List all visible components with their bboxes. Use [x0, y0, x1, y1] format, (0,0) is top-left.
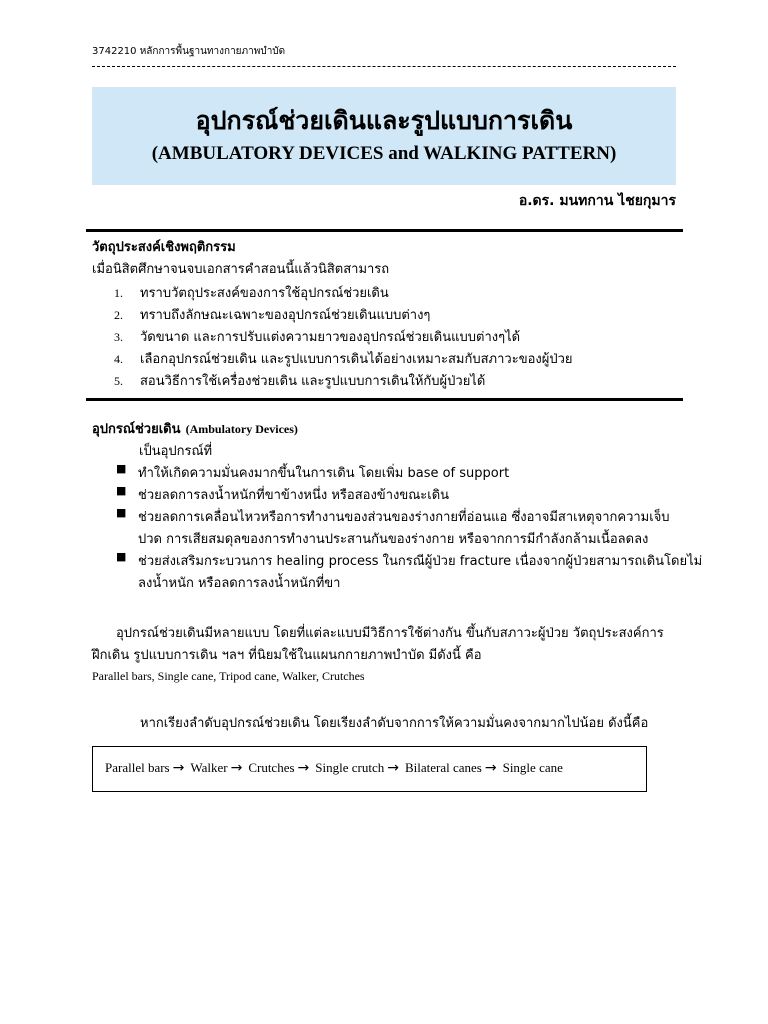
- bullet-icon: ■: [116, 550, 127, 563]
- author: อ.ดร. มนทกาน ไชยกุมาร: [518, 193, 676, 209]
- bullet-text: ช่วยลดการลงน้ำหนักที่ขาข้างหนึ่ง หรือสองข้างขณะเดิน: [138, 488, 450, 503]
- order-item: Parallel bars: [105, 760, 170, 775]
- course-header: 3742210 หลักการพื้นฐานทางกายภาพบำบัด: [92, 46, 286, 57]
- list-item: [114, 348, 573, 369]
- device-order-box: [92, 746, 647, 792]
- order-item: Bilateral canes: [404, 760, 482, 775]
- devices-intro: เป็นอุปกรณ์ที่: [139, 444, 213, 459]
- item-number: 5.: [114, 374, 123, 388]
- bullet-icon: ■: [116, 506, 127, 519]
- item-text: ทราบวัตถุประสงค์ของการใช้อุปกรณ์ช่วยเดิน: [140, 286, 389, 301]
- item-number: 4.: [114, 352, 123, 366]
- bullet-icon: ■: [116, 462, 127, 475]
- list-item: [114, 282, 389, 303]
- arrow-right-icon: →: [230, 760, 243, 776]
- title-banner: [92, 87, 676, 185]
- section-rule-2: [86, 398, 683, 401]
- item-text: เลือกอุปกรณ์ช่วยเดิน และรูปแบบการเดินได้อย่างเหมาะสมกับสภาวะของผู้ป่วย: [140, 352, 573, 367]
- list-item: [114, 370, 485, 391]
- list-item: [114, 326, 520, 347]
- order-item: Crutches: [248, 760, 295, 775]
- section-rule-1: [86, 229, 683, 232]
- bullet-text: ช่วยส่งเสริมกระบวนการ healing process ในกรณีผู้ป่วย fracture เนื่องจากผู้ป่วยสามารถเดินโดยไม่: [138, 554, 703, 569]
- bullet-text-continued: ลงน้ำหนัก หรือลดการลงน้ำหนักที่ขา: [138, 576, 341, 591]
- item-number: 2.: [114, 308, 123, 322]
- bullet-icon: ■: [116, 484, 127, 497]
- bullet-text: ทำให้เกิดความมั่นคงมากขึ้นในการเดิน โดยเพิ่ม base of support: [138, 466, 510, 481]
- devices-heading-thai: อุปกรณ์ช่วยเดิน: [92, 422, 181, 437]
- list-item: [114, 304, 430, 325]
- objectives-heading: วัตถุประสงค์เชิงพฤติกรรม: [92, 240, 236, 255]
- item-text: วัดขนาด และการปรับแต่งความยาวของอุปกรณ์ช่วยเดินแบบต่างๆได้: [140, 330, 521, 345]
- header-divider: [92, 66, 676, 67]
- objectives-list: [114, 282, 674, 392]
- item-number: 3.: [114, 330, 123, 344]
- item-text: ทราบถึงลักษณะเฉพาะของอุปกรณ์ช่วยเดินแบบต่างๆ: [140, 308, 431, 323]
- item-text: สอนวิธีการใช้เครื่องช่วยเดิน และรูปแบบการเดินให้กับผู้ป่วยได้: [140, 374, 486, 389]
- item-number: 1.: [114, 286, 123, 300]
- bullet-text-continued: ปวด การเสียสมดุลของการทำงานประสานกันของร่างกาย หรือจากการมีกำลังกล้ามเนื้อลดลง: [138, 532, 649, 547]
- devices-heading: [92, 418, 298, 439]
- arrow-right-icon: →: [387, 760, 399, 776]
- order-item: Single cane: [502, 760, 563, 775]
- device-list: Parallel bars, Single cane, Tripod cane, Walker, Crutches: [92, 669, 365, 683]
- arrow-right-icon: →: [297, 760, 310, 776]
- paragraph-line-2: ฝึกเดิน รูปแบบการเดิน ฯลฯ ที่นิยมใช้ในแผนกกายภาพบำบัด มีดังนี้ คือ: [92, 648, 482, 663]
- arrow-right-icon: →: [484, 760, 497, 776]
- devices-bullets: [116, 462, 703, 602]
- device-order-flow: [105, 760, 563, 776]
- title-english: (AMBULATORY DEVICES and WALKING PATTERN): [151, 143, 617, 164]
- order-item: Walker: [190, 760, 228, 775]
- title-thai: อุปกรณ์ช่วยเดินและรูปแบบการเดิน: [195, 106, 573, 135]
- order-item: Single crutch: [315, 760, 385, 775]
- arrow-right-icon: →: [172, 760, 185, 776]
- paragraph-line-1: อุปกรณ์ช่วยเดินมีหลายแบบ โดยที่แต่ละแบบมีวิธีการใช้ต่างกัน ขึ้นกับสภาวะผู้ป่วย วัตถุประสงค์การ: [116, 626, 664, 641]
- devices-heading-english: (Ambulatory Devices): [185, 422, 298, 436]
- objectives-intro: เมื่อนิสิตศึกษาจนจบเอกสารคำสอนนี้แล้วนิสิตสามารถ: [92, 262, 390, 277]
- bullet-text: ช่วยลดการเคลื่อนไหวหรือการทำงานของส่วนของร่างกายที่อ่อนแอ ซึ่งอาจมีสาเหตุจากความเจ็บ: [138, 510, 670, 525]
- order-intro: หากเรียงลำดับอุปกรณ์ช่วยเดิน โดยเรียงลำดับจากการให้ความมั่นคงจากมากไปน้อย ดังนี้คือ: [140, 716, 649, 731]
